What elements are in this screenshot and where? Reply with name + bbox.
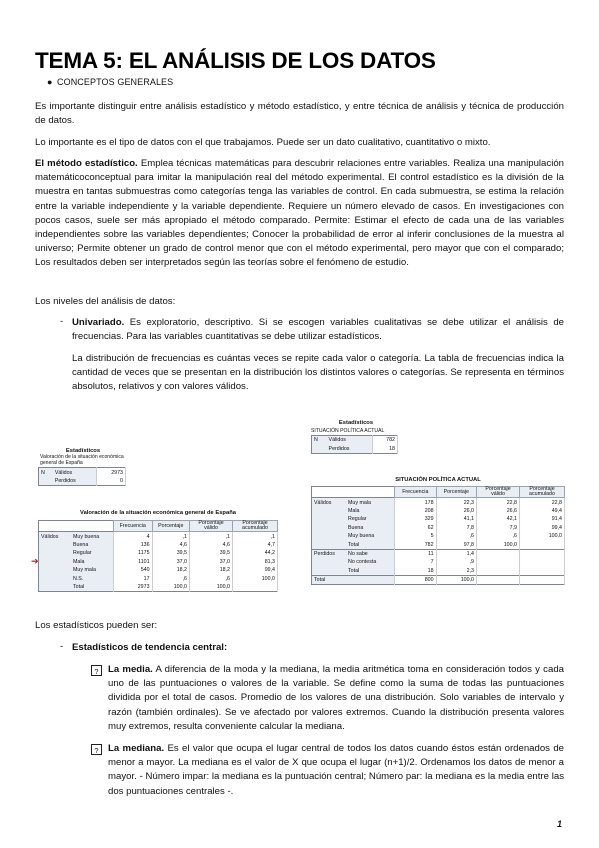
empty-cell — [520, 549, 565, 558]
stats-types-heading: Los estadísticos pueden ser: — [35, 620, 158, 631]
median-term: La mediana. — [108, 743, 165, 754]
percent-cell: 39,5 — [152, 549, 189, 557]
empty-cell — [477, 567, 520, 576]
row-category-label: Total — [346, 567, 395, 576]
stats-right-valid-value: 782 — [372, 436, 397, 445]
row-group-label — [39, 541, 72, 549]
freq-right-grid — [311, 486, 565, 585]
row-group-label — [312, 567, 347, 576]
table-row — [39, 566, 278, 574]
row-group-label — [312, 515, 347, 523]
table-row — [39, 549, 278, 557]
cumulative-percent-cell: 100,0 — [233, 574, 278, 582]
table-row — [312, 540, 565, 549]
row-group-label: Perdidos — [312, 549, 347, 558]
percent-cell: ,1 — [152, 532, 189, 541]
row-group-label — [312, 532, 347, 540]
table-header-row — [39, 521, 278, 532]
bullet-label: CONCEPTOS GENERALES — [57, 77, 174, 87]
stats-right-n-empty — [312, 444, 327, 453]
stats-right-lost-value: 18 — [372, 444, 397, 453]
empty-cell — [520, 567, 565, 576]
arrow-icon: ➔ — [31, 556, 39, 566]
checkbox-icon: ? — [91, 665, 102, 676]
percent-cell: 100,0 — [152, 583, 189, 592]
frequency-cell: 62 — [395, 524, 437, 532]
cumulative-percent-cell: 4,7 — [233, 541, 278, 549]
stats-right-title: Estadísticos — [338, 420, 374, 426]
frequency-cell: 11 — [395, 549, 437, 558]
statistical-method-text: Emplea técnicas matemáticas para descubrir relaciones entre variables. Realiza una manipulación matemáticoconceptual para imitar la manipulación real del método experimental. El control estadístico es la división de la muestra en tantas submuestras como categorías tenga las variables de control. En cada submuestra, se estima la relación entre la variable independiente y la variable dependiente. Requiere un número elevado de casos. En investigaciones con pocos casos, suele ser más apropiado el método comparado. Permite: Estimar el efecto de cada una de las variables independientes sobre las variables dependientes; Conocer la probabilidad de error al inferir conclusiones de la muestra al universo; Permite obtener un grado de control menor que con el método experimental, pero mayor que con el comparado; Los resultados deben ser interpretados según las teorías sobre el fenómeno de estudio. — [35, 158, 564, 269]
frequency-cell: 178 — [395, 498, 437, 507]
stats-left-lost-value: 0 — [97, 477, 126, 486]
percent-cell: 1,4 — [436, 549, 476, 558]
stats-left-valid-value: 2973 — [97, 468, 126, 477]
frequency-table-left — [38, 510, 278, 592]
freq-left-title: Valoración de la situación económica general de España — [80, 510, 236, 516]
univariate-term: Univariado. — [72, 317, 125, 328]
row-category-label: No contesta — [346, 558, 395, 566]
row-category-label: Total — [346, 540, 395, 549]
median-text: Es el valor que ocupa el lugar central de todos los datos cuando éstos están ordenados de menor a mayor. La mediana es el valor de X que ocupa el lugar (n+1)/2. Ordenamos los datos de menor a mayor. - Número impar: la mediana es la puntuación central; Número par: la mediana es la media entre las dos puntuaciones centrales -. — [108, 743, 564, 797]
column-header: Porcentaje — [152, 521, 189, 532]
frequency-cell: 329 — [395, 515, 437, 523]
empty-cell — [477, 575, 520, 584]
table-row — [312, 575, 565, 584]
table-row — [312, 549, 565, 558]
percent-cell: 22,3 — [436, 498, 476, 507]
paragraph-median — [108, 742, 564, 799]
checkbox-icon: ? — [91, 744, 102, 755]
statistical-method-term: El método estadístico. — [35, 158, 138, 169]
row-group-label — [312, 540, 347, 549]
cumulative-percent-cell — [233, 583, 278, 592]
cumulative-percent-cell: 44,2 — [233, 549, 278, 557]
percent-cell: ,6 — [436, 532, 476, 540]
freq-left-grid — [38, 520, 278, 592]
row-group-label — [312, 507, 347, 515]
row-category-label: Mala — [71, 558, 114, 566]
row-group-label — [39, 566, 72, 574]
levels-heading: Los niveles del análisis de datos: — [35, 296, 176, 307]
paragraph-data-types: Lo importante es el tipo de datos con el que trabajamos. Puede ser un dato cualitativo, cuantitativo o mixto. — [35, 137, 491, 148]
empty-header — [71, 521, 114, 532]
paragraph-mean — [108, 663, 564, 734]
stats-right-subtitle: SITUACIÓN POLÍTICA ACTUAL — [311, 428, 385, 434]
row-group-label: Válidos — [312, 498, 347, 507]
row-category-label: Muy mala — [346, 498, 395, 507]
paragraph-frequency-distribution: La distribución de frecuencias es cuántas veces se repite cada valor o categoría. La tabla de frecuencias indica la cantidad de veces que se presentan en la distribución los distintos valores o categorías. Se representa en términos absolutos, relativos y con valores válidos. — [72, 353, 564, 393]
stats-right-n: N — [312, 436, 327, 445]
row-group-label: Total — [312, 575, 347, 584]
row-category-label: Total — [71, 583, 114, 592]
frequency-cell: 136 — [114, 541, 153, 549]
column-header: Porcentaje válido — [477, 487, 520, 498]
central-tendency-heading — [72, 641, 564, 655]
percent-cell: 2,3 — [436, 567, 476, 576]
cumulative-percent-cell: 49,4 — [520, 507, 565, 515]
stats-left-n-empty — [39, 477, 53, 486]
table-row — [312, 436, 398, 445]
empty-header — [39, 521, 72, 532]
empty-header — [346, 487, 395, 498]
cumulative-percent-cell: 100,0 — [520, 532, 565, 540]
table-row — [39, 477, 126, 486]
valid-percent-cell: ,1 — [190, 532, 233, 541]
row-category-label: No sabe — [346, 549, 395, 558]
percent-cell: 37,0 — [152, 558, 189, 566]
row-group-label: Válidos — [39, 532, 72, 541]
cumulative-percent-cell: 22,8 — [520, 498, 565, 507]
valid-percent-cell: 4,6 — [190, 541, 233, 549]
bullet-item — [47, 77, 174, 87]
table-row — [39, 468, 126, 477]
table-row — [39, 583, 278, 592]
row-category-label: Muy buena — [346, 532, 395, 540]
percent-cell: 26,0 — [436, 507, 476, 515]
stats-left-valid-label: Válidos — [53, 468, 97, 477]
stats-table-right — [311, 420, 401, 454]
row-group-label — [39, 574, 72, 582]
valid-percent-cell: 100,0 — [190, 583, 233, 592]
column-header: Frecuencia — [114, 521, 153, 532]
paragraph-univariate — [72, 316, 564, 344]
empty-cell — [520, 575, 565, 584]
dash-bullet: - — [60, 316, 64, 327]
cumulative-percent-cell: 99,4 — [233, 566, 278, 574]
stats-table-left — [38, 448, 128, 486]
stats-left-n: N — [39, 468, 53, 477]
frequency-cell: 540 — [114, 566, 153, 574]
row-category-label: Buena — [71, 541, 114, 549]
stats-left-lost-label: Perdidos — [53, 477, 97, 486]
cumulative-percent-cell: 99,4 — [520, 524, 565, 532]
row-category-label: Regular — [346, 515, 395, 523]
frequency-cell: 1175 — [114, 549, 153, 557]
percent-cell: ,9 — [436, 558, 476, 566]
column-header: Porcentaje acumulado — [233, 521, 278, 532]
stats-left-title: Estadísticos — [65, 448, 101, 454]
table-row — [39, 574, 278, 582]
row-group-label — [312, 558, 347, 566]
table-row — [312, 515, 565, 523]
stats-right-valid-label: Válidos — [327, 436, 373, 445]
percent-cell: 7,8 — [436, 524, 476, 532]
table-row — [39, 532, 278, 541]
row-category-label: N.S. — [71, 574, 114, 582]
percent-cell: 41,1 — [436, 515, 476, 523]
row-category-label: Muy mala — [71, 566, 114, 574]
row-group-label — [39, 583, 72, 592]
frequency-cell: 18 — [395, 567, 437, 576]
percent-cell: 97,8 — [436, 540, 476, 549]
dash-bullet: - — [60, 641, 64, 652]
column-header: Porcentaje válido — [190, 521, 233, 532]
valid-percent-cell: 18,2 — [190, 566, 233, 574]
table-row — [39, 541, 278, 549]
percent-cell: 18,2 — [152, 566, 189, 574]
frequency-cell: 800 — [395, 575, 437, 584]
valid-percent-cell: 100,0 — [477, 540, 520, 549]
paragraph-intro: Es importante distinguir entre análisis estadístico y método estadístico, y entre técnica de análisis y técnica de producción de datos. — [35, 101, 564, 127]
row-group-label — [39, 549, 72, 557]
empty-cell — [520, 558, 565, 566]
table-row — [312, 444, 398, 453]
table-row — [312, 524, 565, 532]
frequency-cell: 782 — [395, 540, 437, 549]
univariate-text: Es exploratorio, descriptivo. Si se escogen variables cualitativas se debe utilizar el análisis de frecuencias. Para las variables cuantitativas se debe utilizar estadísticos. — [72, 317, 564, 343]
row-category-label: Buena — [346, 524, 395, 532]
valid-percent-cell: 22,8 — [477, 498, 520, 507]
table-row — [312, 507, 565, 515]
valid-percent-cell: 26,6 — [477, 507, 520, 515]
valid-percent-cell: ,6 — [190, 574, 233, 582]
frequency-cell: 5 — [395, 532, 437, 540]
cumulative-percent-cell: 81,3 — [233, 558, 278, 566]
page-title: TEMA 5: EL ANÁLISIS DE LOS DATOS — [35, 48, 436, 73]
stats-left-subtitle: Valoración de la situación económica general de España — [40, 454, 124, 466]
frequency-cell: 1101 — [114, 558, 153, 566]
mean-term: La media. — [108, 664, 153, 675]
bullet-dot: ● — [47, 77, 53, 87]
table-row — [312, 558, 565, 566]
percent-cell: ,6 — [152, 574, 189, 582]
row-category-label: Muy buena — [71, 532, 114, 541]
table-header-row — [312, 487, 565, 498]
frequency-cell: 4 — [114, 532, 153, 541]
empty-header — [312, 487, 347, 498]
valid-percent-cell: ,6 — [477, 532, 520, 540]
freq-right-title: SITUACIÓN POLÍTICA ACTUAL — [395, 477, 481, 483]
valid-percent-cell: 7,9 — [477, 524, 520, 532]
valid-percent-cell: 37,0 — [190, 558, 233, 566]
frequency-cell: 17 — [114, 574, 153, 582]
paragraph-statistical-method — [35, 157, 564, 271]
row-category-label: Mala — [346, 507, 395, 515]
frequency-table-right — [311, 477, 565, 585]
percent-cell: 100,0 — [436, 575, 476, 584]
cumulative-percent-cell: ,1 — [233, 532, 278, 541]
frequency-cell: 7 — [395, 558, 437, 566]
valid-percent-cell: 42,1 — [477, 515, 520, 523]
stats-right-grid — [311, 435, 398, 454]
column-header: Porcentaje — [436, 487, 476, 498]
frequency-cell: 2973 — [114, 583, 153, 592]
frequency-cell: 208 — [395, 507, 437, 515]
column-header: Frecuencia — [395, 487, 437, 498]
percent-cell: 4,6 — [152, 541, 189, 549]
table-row — [312, 498, 565, 507]
stats-right-lost-label: Perdidos — [327, 444, 373, 453]
page-number: 1 — [557, 819, 563, 829]
valid-percent-cell: 39,5 — [190, 549, 233, 557]
table-row — [39, 558, 278, 566]
row-group-label — [39, 558, 72, 566]
row-group-label — [312, 524, 347, 532]
table-row — [312, 567, 565, 576]
cumulative-percent-cell — [520, 540, 565, 549]
stats-left-grid — [38, 467, 126, 486]
column-header: Porcentaje acumulado — [520, 487, 565, 498]
empty-cell — [477, 558, 520, 566]
table-row — [312, 532, 565, 540]
cumulative-percent-cell: 91,4 — [520, 515, 565, 523]
central-tendency-term: Estadísticos de tendencia central: — [72, 642, 228, 653]
row-category-label — [346, 575, 395, 584]
empty-cell — [477, 549, 520, 558]
mean-text: A diferencia de la moda y la mediana, la media aritmética toma en consideración todos y cada uno de las puntuaciones o valores de la variable. Se define como la suma de todas las puntuaciones dividida por el total de casos. Promedio de los valores de una distribución. Solo variables de intervalo y razón (también ordinales). Se ve afectado por valores extremos. Cuando la distribución presenta valores muy extremos, resulta conveniente calcular la mediana. — [108, 664, 564, 732]
row-category-label: Regular — [71, 549, 114, 557]
